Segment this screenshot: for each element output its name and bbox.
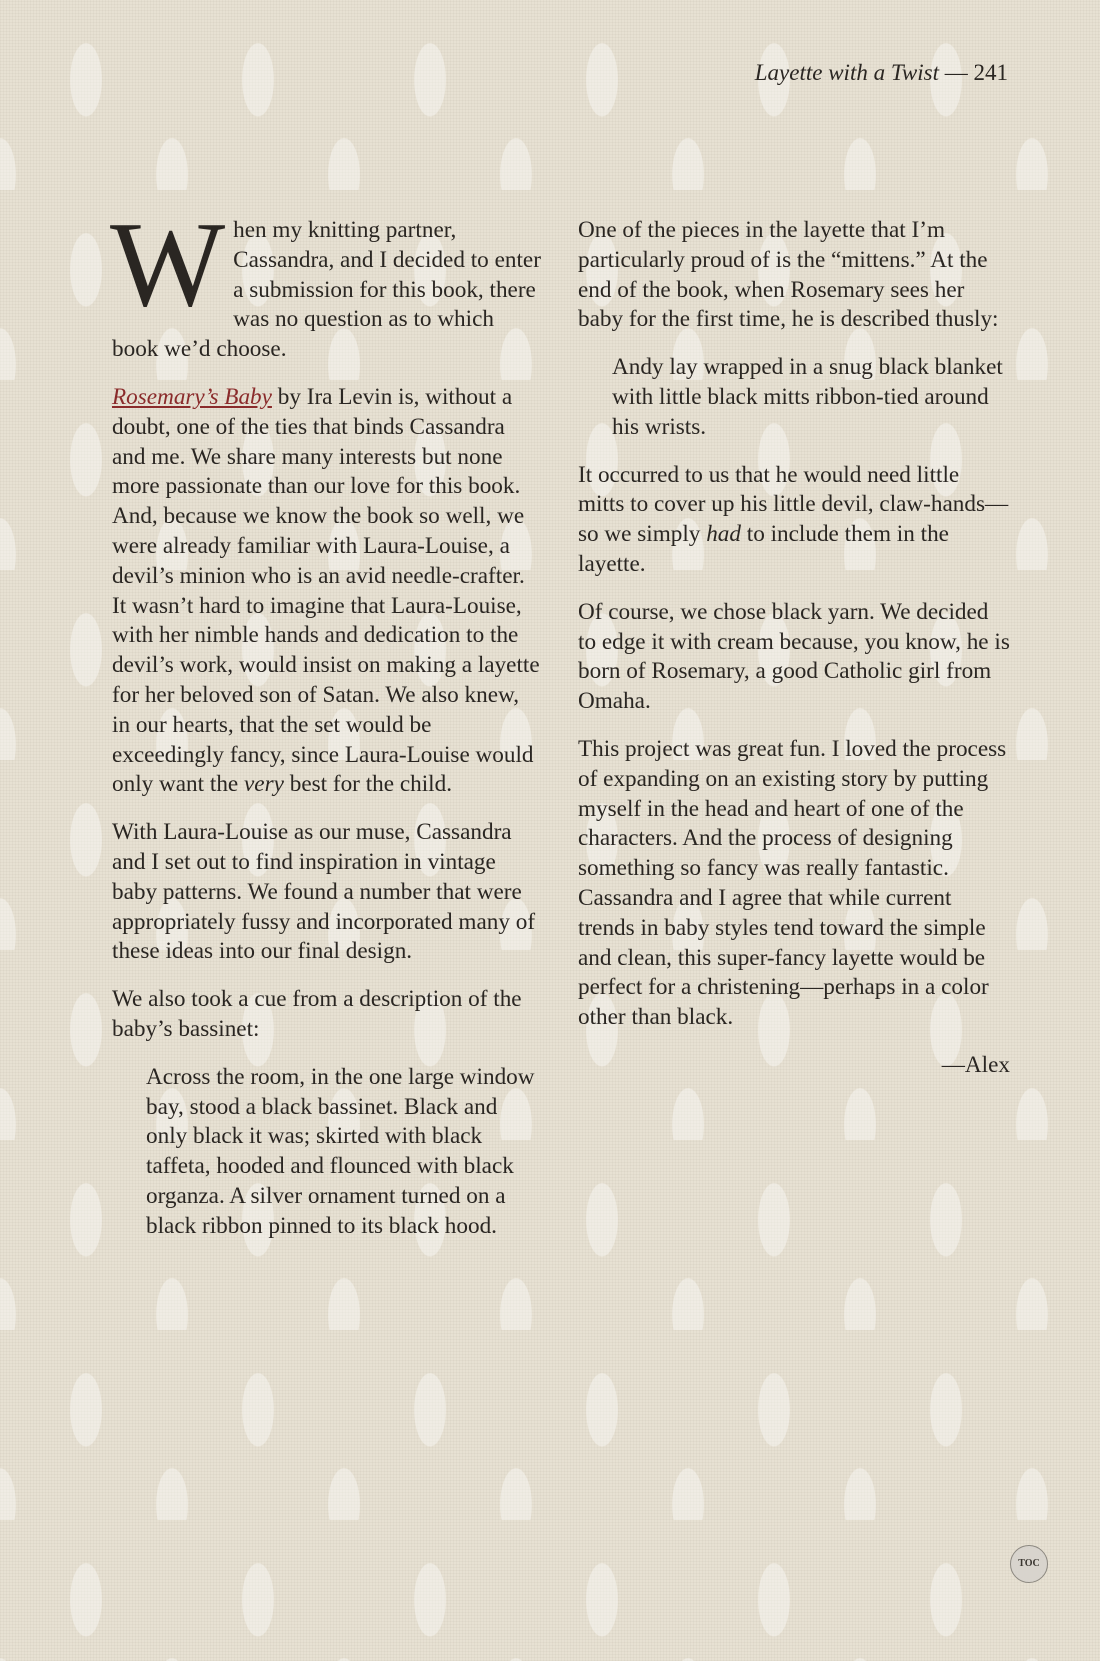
emphasis-text: very [244,771,284,798]
drop-cap: W [110,197,226,332]
book-title-link[interactable]: Rosemary’s Baby [112,383,272,410]
paragraph-rosemarys-baby [112,383,542,800]
header-separator: — [939,60,974,85]
header-title: Layette with a Twist [754,60,939,85]
paragraph-text: It occurred to us that he would need little mitts to cover up his little devil, claw-hands—so we simply [578,461,1009,548]
left-column [110,197,542,1260]
intro-paragraph [110,197,542,365]
toc-button[interactable]: TOC [1010,1545,1048,1583]
block-quote-bassinet: Across the room, in the one large window bay, stood a black bassinet. Black and only black it was; skirted with black taffeta, hooded and flounced with black organza. A silver ornament turned on a black ribbon pinned to its black hood. [146,1063,535,1239]
paragraph-bassinet-intro: We also took a cue from a description of the baby’s bassinet: [112,986,522,1042]
paragraph-mittens: One of the pieces in the layette that I’m particularly proud of is the “mittens.” At the end of the book, when Rosemary sees her baby for the first time, he is described thusly: [578,217,999,333]
author-signature: —Alex [941,1051,1010,1078]
paragraph-black-yarn: Of course, we chose black yarn. We decided to edge it with cream because, you know, he is born of Rosemary, a good Catholic girl from Omaha. [578,598,1010,715]
paragraph-text: by Ira Levin is, without a doubt, one of the ties that binds Cassandra and me. We share many interests but none more passionate than our love for this book. And, because we know the book so well, we were already familiar with Laura-Louise, a devil’s minion who is an avid needle-crafter. It wasn’t hard to imagine that Laura-Louise, with her nimble hands and dedication to the devil’s work, would insist on making a layette for her beloved son of Satan. We also knew, in our hearts, that the set would be exceedingly fancy, since Laura-Louise would only want the [112,383,540,798]
right-column [578,216,1010,1099]
block-quote-mitts: Andy lay wrapped in a snug black blanket with little black mitts ribbon-tied around his wrists. [612,354,1003,440]
paragraph-claw-hands [578,461,1010,580]
paragraph-text-end: to include them in the layette. [578,521,949,577]
emphasis-text: had [706,521,741,548]
paragraph-text-end: best for the child. [283,771,452,798]
paragraph-great-fun: This project was great fun. I loved the process of expanding on an existing story by putting myself in the head and heart of one of the characters. And the process of designing something so fancy was really fantastic. Cassandra and I agree that while current trends in baby styles tend toward the simple and clean, this super-fancy layette would be perfect for a christening—perhaps in a color other than black. [578,735,1007,1031]
page-number: 241 [973,60,1008,85]
paragraph-inspiration: With Laura-Louise as our muse, Cassandra and I set out to find inspiration in vintage baby patterns. We found a number that were appropriately fussy and incorporated many of these ideas into our final design. [112,819,536,965]
intro-text: hen my knitting partner, Cassandra, and I decided to enter a submission for this book, there was no question as to which book we’d choose. [112,217,541,363]
running-header [755,60,1008,86]
